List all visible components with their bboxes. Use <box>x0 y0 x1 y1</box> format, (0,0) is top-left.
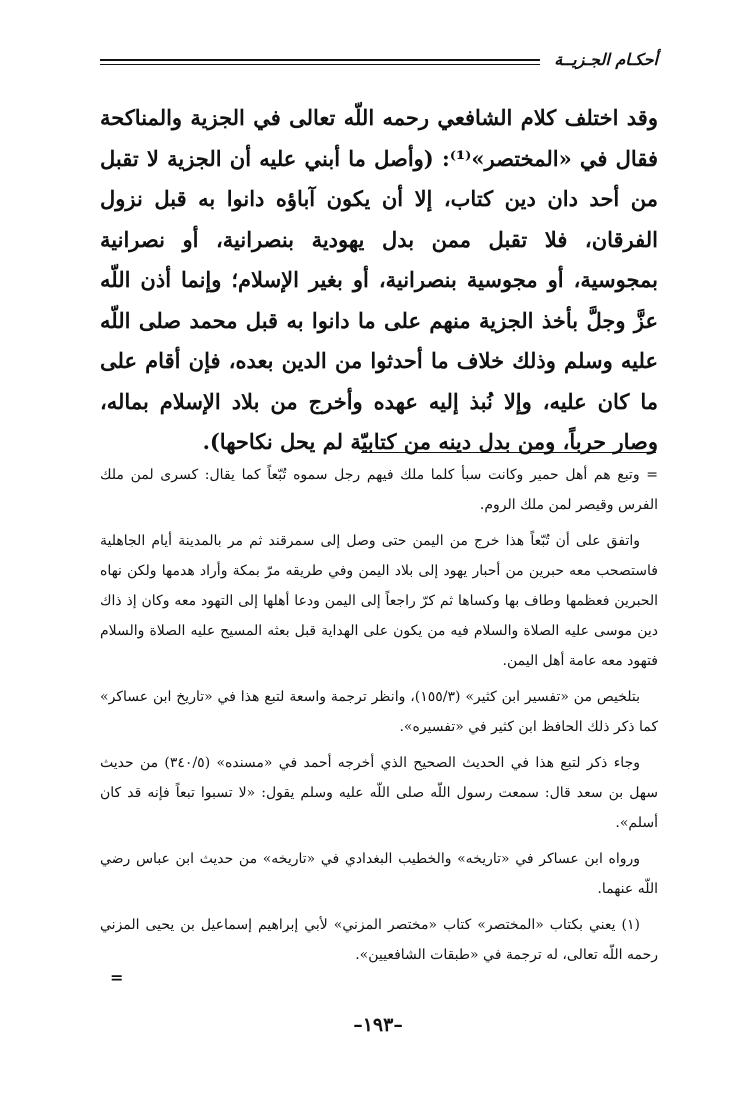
continuation-marker: = <box>110 968 124 987</box>
main-text <box>100 98 658 463</box>
footnote-paragraph: بتلخيص من «تفسير ابن كثير» (١٥٥/٣)، وانظر ترجمة واسعة لتبع هذا في «تاريخ ابن عساكر» كما ذكر ذلك الحافظ ابن كثير في «تفسيره». <box>100 689 658 735</box>
main-paragraph: وقد اختلف كلام الشافعي رحمه اللّه تعالى في الجزية والمناكحة فقال في «المختصر»⁽¹⁾: (وأصل ما أبني عليه أن الجزية لا تقبل من أحد دان دين كتاب، إلا أن يكون آباؤه دانوا به قبل نزول الفرقان، فلا تقبل ممن بدل يهودية بنصرانية، أو نصرانية بمجوسية، أو مجوسية بنصرانية، أو بغير الإسلام؛ وإنما أذن اللّه عزَّ وجلَّ بأخذ الجزية منهم على ما دانوا به قبل محمد صلى اللّه عليه وسلم وذلك خلاف ما أحدثوا من الدين بعده، فإن أقام على ما كان عليه، وإلا نُبذ إليه عهده وأخرج من بلاد الإسلام بماله، وصار حرباً، ومن بدل دينه من كتابيّة لم يحل نكاحها). <box>100 105 658 454</box>
footnote-1: (١) يعني بكتاب «المختصر» كتاب «مختصر المزني» لأبي إبراهيم إسماعيل بن يحيى المزني رحمه اللّه تعالى، له ترجمة في «طبقات الشافعيين». <box>100 917 658 963</box>
footnote-paragraph: وجاء ذكر لتبع هذا في الحديث الصحيح الذي أخرجه أحمد في «مسنده» (٣٤٠/٥) من حديث سهل بن سعد قال: سمعت رسول اللّه صلى اللّه عليه وسلم يقول: «لا تسبوا تبعاً فإنه قد كان أسلم». <box>100 755 658 831</box>
header-title: أحكـام الجـزيــة <box>554 50 658 69</box>
footnote-paragraph: ورواه ابن عساكر في «تاريخه» والخطيب البغدادي في «تاريخه» من حديث ابن عباس رضي اللّه عنهما. <box>100 851 658 897</box>
footnote-separator <box>361 452 656 453</box>
header-rule <box>100 59 540 65</box>
running-header <box>100 46 658 76</box>
footnotes <box>100 460 658 976</box>
footnote-paragraph: واتفق على أن تُبّعاً هذا خرج من اليمن حتى وصل إلى سمرقند ثم مر بالمدينة أيام الجاهلية فاستصحب معه حبرين من أحبار يهود إلى بلاد اليمن وفي طريقه مرّ بمكة وأراد هدمها ولكن نهاه الحبرين فعظمها وطاف بها وكساها ثم كرّ راجعاً إلى اليمن ودعا أهلها إلى التهود معه وكان إذ ذاك دين موسى عليه الصلاة والسلام فيه من يكون على الهداية قبل بعثه المسيح عليه الصلاة والسلام فتهود معه عامة أهل اليمن. <box>100 533 658 669</box>
page-number: –١٩٣– <box>353 1014 403 1036</box>
footnote-continuation: = وتبع هم أهل حمير وكانت سبأ كلما ملك فيهم رجل سموه تُبّعاً كما يقال: كسرى لمن ملك الفرس وقيصر لمن ملك الروم. <box>100 467 658 513</box>
